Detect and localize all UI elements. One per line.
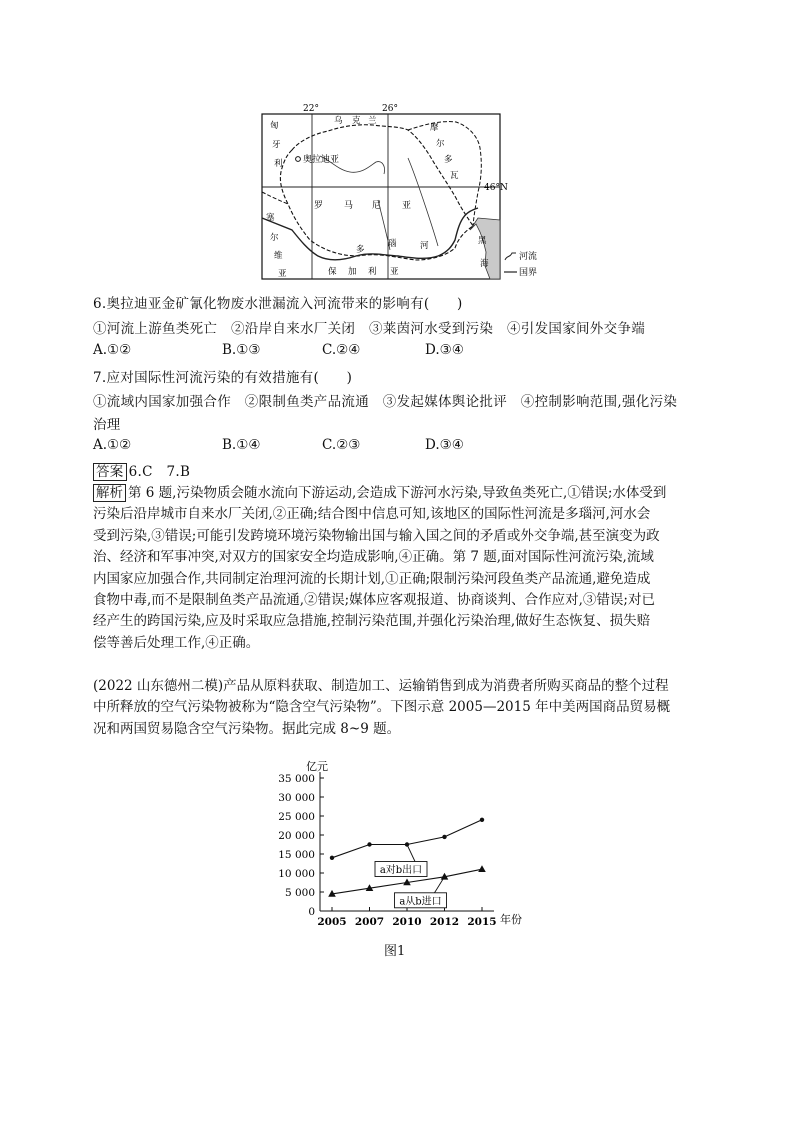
q6-option-c[interactable]: C.②④ bbox=[322, 342, 361, 358]
lon-26: 26° bbox=[382, 104, 398, 114]
answer-tag: 答案 bbox=[93, 463, 127, 481]
y-tick-label: 15 000 bbox=[278, 849, 315, 861]
q6-option-b[interactable]: B.①③ bbox=[222, 342, 261, 358]
bulgaria-char-4: 亚 bbox=[390, 267, 399, 277]
ukraine-char-1: 乌 bbox=[334, 116, 343, 126]
x-tick-label: 2005 bbox=[317, 916, 347, 928]
bulgaria-char-1: 保 bbox=[328, 267, 337, 277]
romania-char-3: 尼 bbox=[372, 201, 382, 211]
analysis-line-2: 污染后沿岸城市自来水厂关闭,②正确;结合图中信息可知,该地区的国际性河流是多瑙河,河水会 bbox=[93, 506, 651, 523]
analysis-block bbox=[93, 483, 703, 654]
series-label-2: a从b进口 bbox=[399, 896, 442, 908]
black-sea-char-1: 黑 bbox=[478, 236, 487, 246]
bulgaria-char-3: 利 bbox=[368, 267, 377, 277]
hungary-char-2: 牙 bbox=[272, 140, 281, 150]
x-tick-label: 2012 bbox=[429, 916, 460, 928]
intro-block bbox=[93, 676, 703, 740]
y-tick-label: 0 bbox=[308, 906, 315, 918]
callout-leader-1 bbox=[407, 845, 415, 862]
lon-22: 22° bbox=[303, 104, 319, 114]
answer-line bbox=[93, 460, 190, 481]
moldova-char-2: 尔 bbox=[436, 139, 445, 149]
q6-option-a[interactable]: A.①② bbox=[93, 342, 132, 358]
analysis-line-4: 治、经济和军事冲突,对双方的国家安全均造成影响,④正确。第 7 题,面对国际性河流污染,流域 bbox=[93, 549, 654, 566]
chart-xlabel: 年份 bbox=[500, 913, 522, 926]
hungary-char-1: 匈 bbox=[270, 121, 279, 131]
serbia-char-4: 亚 bbox=[278, 269, 287, 279]
chart-ylabel: 亿元 bbox=[306, 760, 328, 773]
q6-stem: 6.奥拉迪亚金矿氰化物废水泄漏流入河流带来的影响有( ) bbox=[93, 296, 463, 312]
series-label-1: a对b出口 bbox=[379, 865, 423, 876]
analysis-line-3: 受到污染,③错误;可能引发跨境环境污染物输出国与输入国之间的矛盾或外交争端,甚至演变为政 bbox=[93, 527, 660, 544]
analysis-line-7: 经产生的跨国污染,应及时采取应急措施,控制污染范围,并强化污染治理,做好生态恢复、损失赔 bbox=[93, 613, 651, 630]
y-tick-label: 5 000 bbox=[284, 887, 315, 899]
romania-char-1: 罗 bbox=[314, 201, 324, 211]
serbia-char-1: 塞 bbox=[266, 213, 275, 223]
trade-chart bbox=[262, 756, 532, 956]
analysis-line-6: 食物中毒,而不是限制鱼类产品流通,②错误;媒体应客观报道、协商谈判、合作应对,③错误;对已 bbox=[93, 592, 655, 609]
import-point bbox=[478, 865, 486, 872]
lat-46: 46°N bbox=[484, 183, 508, 193]
intro-line-1: (2022 山东德州二模)产品从原料获取、制造加工、运输销售到成为消费者所购买商品的整个过程 bbox=[93, 678, 669, 694]
export-point bbox=[367, 842, 371, 846]
ukraine-char-3: 兰 bbox=[368, 116, 377, 126]
serbia-char-3: 维 bbox=[274, 251, 283, 261]
danube-char-2: 瑙 bbox=[388, 239, 397, 249]
export-point bbox=[442, 835, 446, 839]
export-point bbox=[330, 856, 334, 860]
callout-leader-2 bbox=[435, 877, 445, 893]
q7-stem: 7.应对国际性河流污染的有效措施有( ) bbox=[93, 370, 353, 386]
analysis-line-1: 解析 第 6 题,污染物质会随水流向下游运动,会造成下游河水污染,导致鱼类死亡,①错误;水体受到 bbox=[93, 483, 703, 504]
export-point bbox=[480, 818, 484, 822]
x-tick-label: 2015 bbox=[467, 916, 497, 928]
danube-char-1: 多 bbox=[356, 245, 365, 255]
q7-statements-cont: 治理 bbox=[93, 417, 121, 433]
black-sea-char-2: 海 bbox=[480, 259, 489, 269]
analysis-line-5: 内国家应加强合作,共同制定治理河流的长期计划,①正确;限制污染河段鱼类产品流通,避免造成 bbox=[93, 570, 651, 587]
moldova-char-3: 多 bbox=[444, 155, 453, 165]
moldova-char-1: 摩 bbox=[430, 123, 439, 133]
q7-option-c[interactable]: C.②③ bbox=[322, 437, 361, 453]
romania-char-2: 马 bbox=[344, 201, 354, 211]
map-figure bbox=[258, 100, 548, 285]
legend-river-label: 河流 bbox=[519, 252, 538, 262]
romania-char-4: 亚 bbox=[402, 201, 412, 211]
analysis-tag: 解析 bbox=[93, 484, 126, 502]
q7-option-b[interactable]: B.①④ bbox=[222, 437, 261, 453]
intro-line-2: 中所释放的空气污染物被称为“隐含空气污染物”。下图示意 2005—2015 年中美两国商品贸易概 bbox=[93, 699, 671, 716]
series-line-1 bbox=[332, 820, 482, 858]
hungary-char-3: 利 bbox=[274, 159, 283, 169]
y-tick-label: 20 000 bbox=[278, 830, 315, 842]
analysis-line-8: 偿等善后处理工作,④正确。 bbox=[93, 634, 260, 651]
q6-statements: ①河流上游鱼类死亡 ②沿岸自来水厂关闭 ③莱茵河水受到污染 ④引发国家间外交争端 bbox=[93, 321, 645, 337]
danube-char-3: 河 bbox=[420, 241, 429, 251]
oradea-label: 奥拉迪亚 bbox=[303, 155, 340, 165]
intro-line-3: 况和两国贸易隐含空气污染物。据此完成 8~9 题。 bbox=[93, 720, 401, 737]
serbia-char-2: 尔 bbox=[270, 233, 279, 243]
moldova-char-4: 瓦 bbox=[450, 171, 459, 181]
x-tick-label: 2007 bbox=[354, 916, 385, 928]
y-tick-label: 10 000 bbox=[278, 868, 315, 880]
answer-text: 6.C 7.B bbox=[128, 464, 191, 480]
y-tick-label: 35 000 bbox=[278, 773, 315, 785]
q7-option-d[interactable]: D.③④ bbox=[425, 437, 464, 453]
legend-border-label: 国界 bbox=[519, 268, 538, 278]
figure-caption: 图1 bbox=[384, 944, 406, 959]
oradea-city-dot bbox=[296, 157, 301, 162]
q7-option-a[interactable]: A.①② bbox=[93, 437, 132, 453]
ukraine-char-2: 克 bbox=[352, 116, 361, 126]
q6-option-d[interactable]: D.③④ bbox=[425, 342, 464, 358]
y-tick-label: 30 000 bbox=[278, 792, 315, 804]
legend-river-icon bbox=[505, 253, 516, 260]
q7-statements: ①流域内国家加强合作 ②限制鱼类产品流通 ③发起媒体舆论批评 ④控制影响范围,强化污染 bbox=[93, 394, 678, 410]
x-tick-label: 2010 bbox=[392, 916, 422, 928]
bulgaria-char-2: 加 bbox=[348, 267, 357, 277]
y-tick-label: 25 000 bbox=[278, 811, 315, 823]
